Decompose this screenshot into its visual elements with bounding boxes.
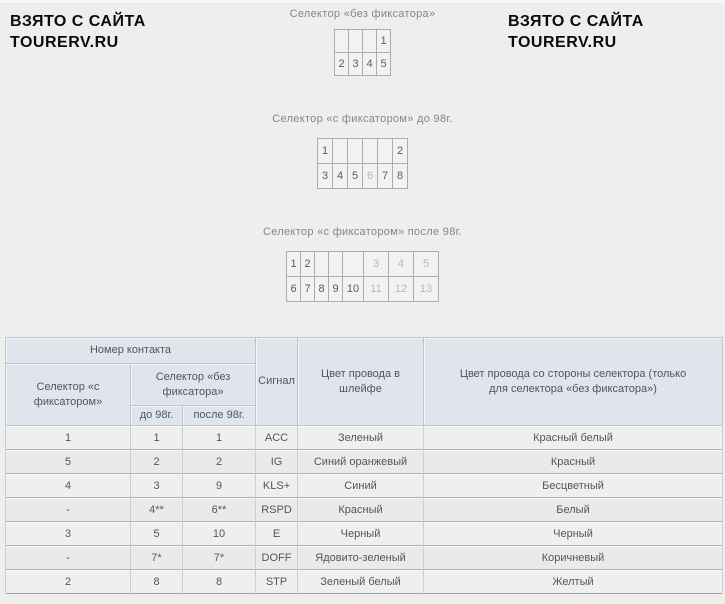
- table-cell: 4: [6, 474, 131, 498]
- header-wire-color-cable: Цвет провода в шлейфе: [298, 338, 424, 426]
- pin-cell-4: 4: [333, 164, 348, 189]
- table-cell: Белый: [424, 498, 723, 522]
- pin-cell-3: 3: [364, 252, 389, 277]
- table-cell: 9: [183, 474, 256, 498]
- pin-cell-1: 1: [318, 139, 333, 164]
- watermark-line1: ВЗЯТО С САЙТА: [10, 13, 146, 30]
- table-cell: Красный: [424, 450, 723, 474]
- table-row: [6, 498, 723, 522]
- table-cell: Черный: [298, 522, 424, 546]
- table-cell: -: [6, 498, 131, 522]
- table-row: [6, 522, 723, 546]
- pin-cell-1: 1: [377, 30, 391, 53]
- table-cell: 2: [6, 570, 131, 594]
- table-cell: Желтый: [424, 570, 723, 594]
- table-cell: Красный белый: [424, 426, 723, 450]
- header-before-98: до 98г.: [131, 406, 183, 426]
- table-cell: Зеленый: [298, 426, 424, 450]
- table-cell: E: [256, 522, 298, 546]
- table-cell: RSPD: [256, 498, 298, 522]
- table-cell: ACC: [256, 426, 298, 450]
- watermark-line2: TOURERV.RU: [10, 34, 119, 51]
- table-cell: DOFF: [256, 546, 298, 570]
- table-cell: KLS+: [256, 474, 298, 498]
- table-cell: Коричневый: [424, 546, 723, 570]
- pin-row: [318, 164, 408, 189]
- connector-title-with-lock-pre98: Селектор «с фиксатором» до 98г.: [272, 113, 453, 125]
- pin-grid-with-lock-post98: [286, 251, 439, 302]
- pin-cell-8: 8: [315, 277, 329, 302]
- table-cell: 1: [6, 426, 131, 450]
- table-cell: IG: [256, 450, 298, 474]
- table-row: [6, 570, 723, 594]
- table-cell: 2: [183, 450, 256, 474]
- connector-title-with-lock-post98: Селектор «с фиксатором» после 98г.: [263, 226, 462, 238]
- pin-row: [287, 277, 439, 302]
- table-cell: 10: [183, 522, 256, 546]
- table-cell: 5: [131, 522, 183, 546]
- pin-cell-5: 5: [348, 164, 363, 189]
- header-selector-without-lock: Селектор «без фиксатора»: [131, 364, 256, 406]
- table-cell: -: [6, 546, 131, 570]
- pin-cell-9: 9: [329, 277, 343, 302]
- pin-cell-empty: [349, 30, 363, 53]
- table-cell: 6**: [183, 498, 256, 522]
- table-cell: Красный: [298, 498, 424, 522]
- pin-cell-2: 2: [393, 139, 408, 164]
- wiring-table-header: [6, 338, 723, 426]
- pin-cell-2: 2: [335, 53, 349, 76]
- pin-cell-7: 7: [301, 277, 315, 302]
- pin-cell-empty: [363, 139, 378, 164]
- table-cell: Бесцветный: [424, 474, 723, 498]
- pin-cell-4: 4: [389, 252, 414, 277]
- pin-cell-5: 5: [377, 53, 391, 76]
- pin-cell-6: 6: [363, 164, 378, 189]
- table-cell: 8: [131, 570, 183, 594]
- header-after-98: после 98г.: [183, 406, 256, 426]
- pin-cell-11: 11: [364, 277, 389, 302]
- table-row: [6, 474, 723, 498]
- pin-cell-5: 5: [414, 252, 439, 277]
- pin-cell-empty: [363, 30, 377, 53]
- table-cell: 1: [183, 426, 256, 450]
- table-row: [6, 426, 723, 450]
- pin-row: [335, 53, 391, 76]
- pin-grid-no-lock: [334, 29, 391, 76]
- table-cell: 8: [183, 570, 256, 594]
- pin-cell-3: 3: [349, 53, 363, 76]
- table-cell: 7*: [183, 546, 256, 570]
- table-cell: 2: [131, 450, 183, 474]
- pin-row: [287, 252, 439, 277]
- watermark-left: [10, 11, 146, 53]
- table-cell: Синий оранжевый: [298, 450, 424, 474]
- table-cell: STP: [256, 570, 298, 594]
- table-cell: 5: [6, 450, 131, 474]
- table-row: [6, 546, 723, 570]
- pin-cell-7: 7: [378, 164, 393, 189]
- table-cell: Синий: [298, 474, 424, 498]
- watermark-line2: TOURERV.RU: [508, 34, 617, 51]
- watermark-right: [508, 11, 644, 53]
- pin-grid-with-lock-pre98: [317, 138, 408, 189]
- pin-cell-8: 8: [393, 164, 408, 189]
- pin-cell-3: 3: [318, 164, 333, 189]
- header-signal: Сигнал: [256, 338, 298, 426]
- pin-cell-empty: [378, 139, 393, 164]
- header-contact-number: Номер контакта: [6, 338, 256, 364]
- pin-cell-2: 2: [301, 252, 315, 277]
- header-wire-color-selector: Цвет провода со стороны селектора (только для селектора «без фиксатора»): [424, 338, 723, 426]
- table-row: [6, 450, 723, 474]
- pin-cell-empty: [348, 139, 363, 164]
- watermark-line1: ВЗЯТО С САЙТА: [508, 13, 644, 30]
- table-cell: 3: [6, 522, 131, 546]
- wiring-table-body: [6, 426, 723, 594]
- pin-cell-empty: [343, 252, 364, 277]
- table-cell: 1: [131, 426, 183, 450]
- pin-cell-empty: [335, 30, 349, 53]
- table-cell: Черный: [424, 522, 723, 546]
- pin-cell-empty: [329, 252, 343, 277]
- pin-row: [335, 30, 391, 53]
- pin-row: [318, 139, 408, 164]
- table-cell: Ядовито-зеленый: [298, 546, 424, 570]
- header-selector-with-lock: Селектор «с фиксатором»: [6, 364, 131, 426]
- table-cell: 7*: [131, 546, 183, 570]
- table-cell: 4**: [131, 498, 183, 522]
- table-cell: Зеленый белый: [298, 570, 424, 594]
- connector-title-no-lock: Селектор «без фиксатора»: [289, 8, 436, 20]
- wiring-table: [5, 337, 723, 594]
- pin-cell-1: 1: [287, 252, 301, 277]
- pin-cell-empty: [333, 139, 348, 164]
- pin-cell-empty: [315, 252, 329, 277]
- pin-cell-6: 6: [287, 277, 301, 302]
- pin-cell-13: 13: [414, 277, 439, 302]
- table-cell: 3: [131, 474, 183, 498]
- pin-cell-10: 10: [343, 277, 364, 302]
- pin-cell-12: 12: [389, 277, 414, 302]
- pin-cell-4: 4: [363, 53, 377, 76]
